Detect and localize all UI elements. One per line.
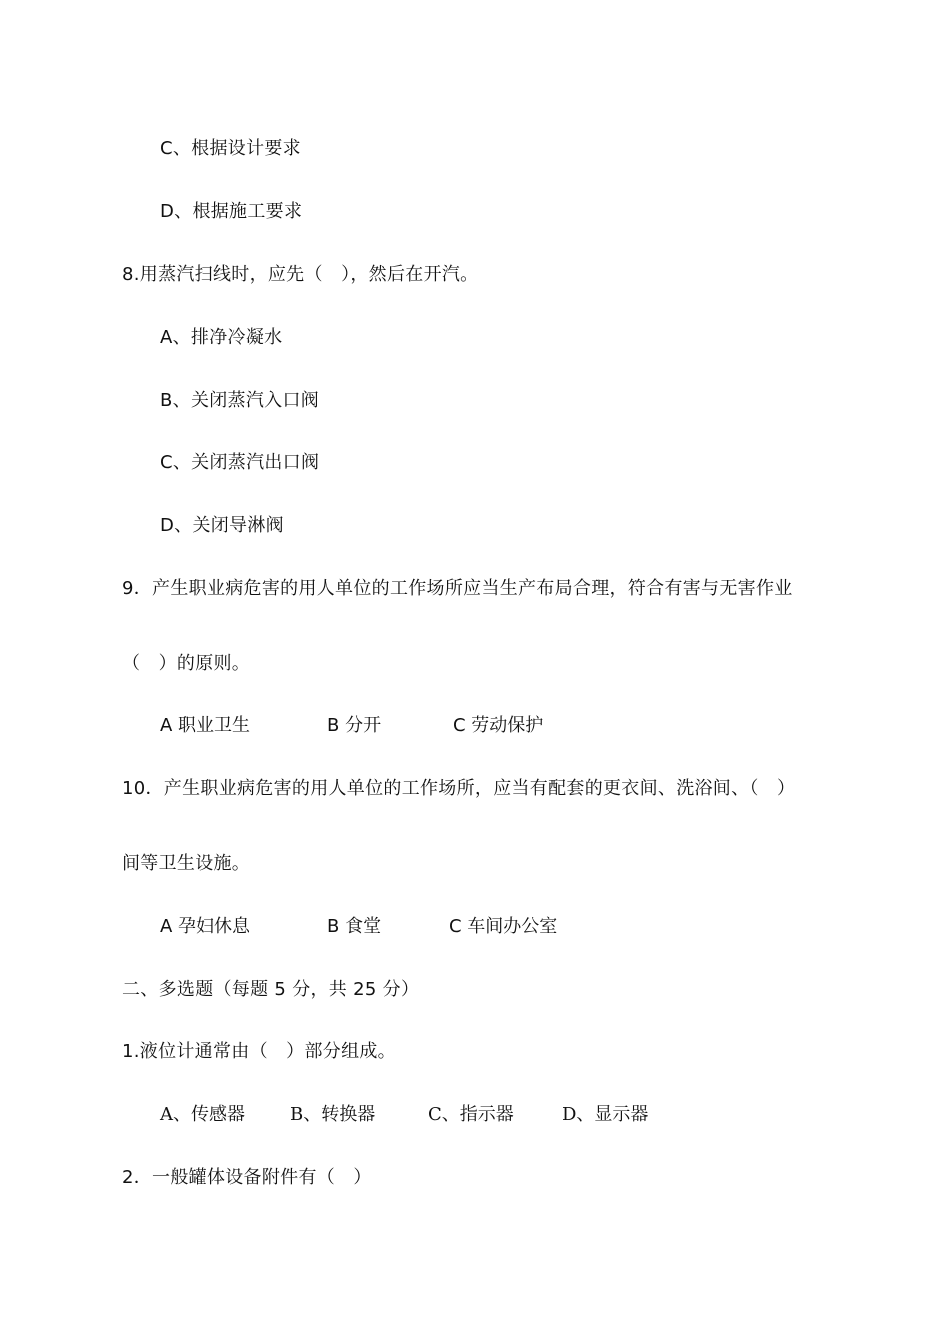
- q10-option-a: A 孕妇休息: [160, 916, 251, 937]
- q8-option-b: B、关闭蒸汽入口阀: [160, 390, 320, 411]
- section-heading: 二、多选题（每题 5 分，共 25 分）: [122, 979, 420, 1000]
- q10-option-c: C 车间办公室: [449, 916, 558, 937]
- q8-option-a: A、排净冷凝水: [160, 327, 283, 348]
- q8-stem: 8.用蒸汽扫线时，应先（ ），然后在开汽。: [122, 264, 479, 285]
- q9-options: [160, 714, 660, 738]
- mq1-option-d: D、显示器: [562, 1104, 649, 1125]
- q9-option-a: A 职业卫生: [160, 715, 251, 736]
- q7-option-d: D、根据施工要求: [160, 201, 303, 222]
- q10-stem-line1: 10．产生职业病危害的用人单位的工作场所，应当有配套的更衣间、洗浴间、（ ）: [122, 778, 796, 799]
- q10-stem-line2: 间等卫生设施。: [122, 853, 251, 874]
- mq1-option-a: A、传感器: [160, 1104, 245, 1125]
- q9-option-b: B 分开: [327, 715, 382, 736]
- q9-option-c: C 劳动保护: [453, 715, 544, 736]
- mq1-option-c: C、指示器: [428, 1104, 514, 1125]
- mq2-stem: 2．一般罐体设备附件有（ ）: [122, 1167, 372, 1188]
- q10-option-b: B 食堂: [327, 916, 382, 937]
- q10-options: [160, 915, 660, 939]
- q9-stem-line2: （ ）的原则。: [122, 653, 251, 674]
- q9-stem-line1: 9．产生职业病危害的用人单位的工作场所应当生产布局合理，符合有害与无害作业: [122, 578, 793, 599]
- mq1-options: [160, 1103, 720, 1127]
- mq1-stem: 1.液位计通常由（ ）部分组成。: [122, 1041, 396, 1062]
- q8-option-c: C、关闭蒸汽出口阀: [160, 452, 320, 473]
- q8-option-d: D、关闭导淋阀: [160, 515, 284, 536]
- mq1-option-b: B、转换器: [290, 1104, 376, 1125]
- q7-option-c: C、根据设计要求: [160, 138, 301, 159]
